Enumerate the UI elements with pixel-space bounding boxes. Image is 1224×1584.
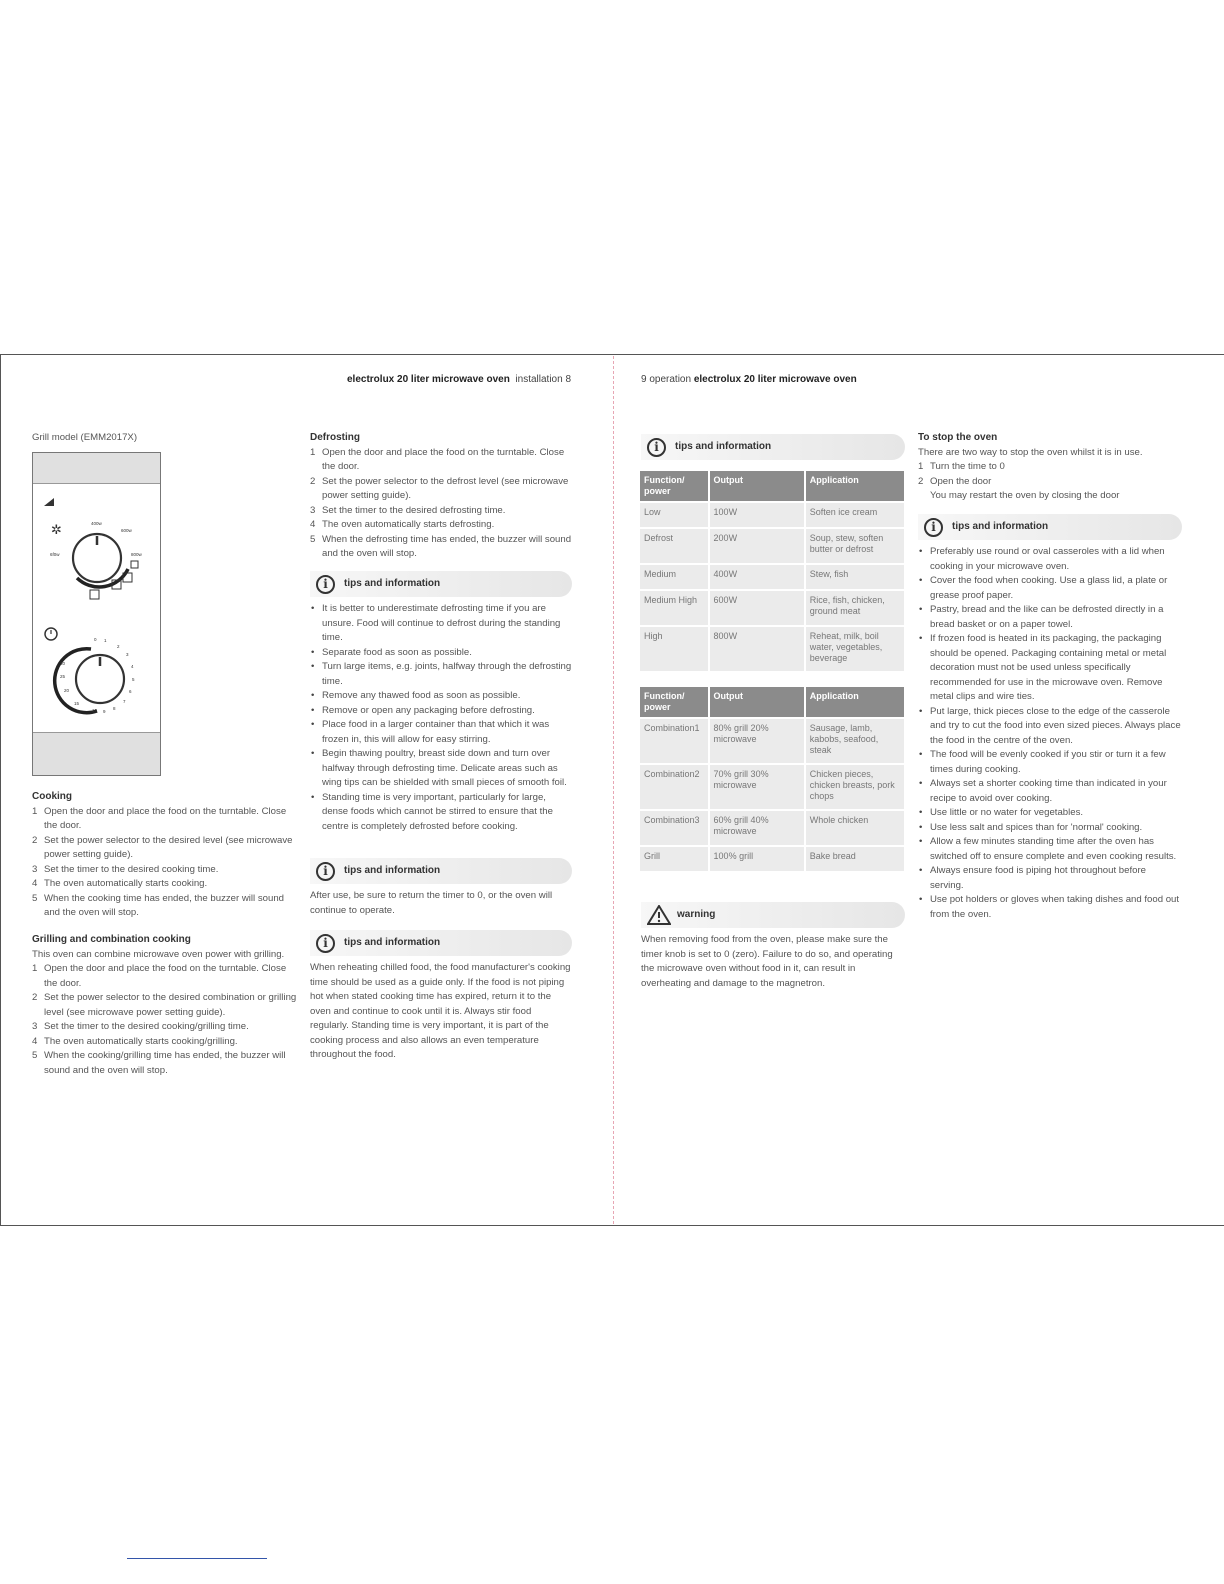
table-cell: 60% grill 40% microwave [710,811,804,845]
timer-label-6: 6 [129,689,132,694]
table-row [640,847,904,871]
tip-reheat-text: When reheating chilled food, the food manufacturer's cooking time should be used as a guide only. If the food is not piping hot when stated cooking time has expired, return it to the oven and continue to cook until it is. Always stir food regularly. Standing time is very important, it is part of the cooking process and also allows an even temperature throughout the food. [310,962,571,1060]
control-panel-illustration [32,452,161,776]
tips-label: tips and information [344,936,441,948]
table-row [640,719,904,763]
combi-icon-3 [131,561,138,568]
header-right [641,374,857,385]
list-item: • Use less salt and spices than for 'normal' cooking. [918,821,1182,836]
table-row [640,811,904,845]
header-right-brand: electrolux 20 liter microwave oven [693,374,857,385]
info-icon: i [316,862,335,881]
tips-label: tips and information [344,864,441,876]
header-left-brand: electrolux 20 liter microwave oven [347,374,510,385]
table-cell: High [640,627,708,671]
list-item: • Use little or no water for vegetables. [918,806,1182,821]
tips-bar [310,571,572,597]
table-cell: 600W [710,591,804,625]
tips-label: tips and information [675,440,772,452]
warning-label: warning [677,908,716,920]
power-level-icon [44,498,54,506]
list-item: 2 Set the power selector to the desired combination or grilling level (see microwave power setting guide). [32,992,297,1018]
tips-bar [641,434,905,460]
table-cell: Sausage, lamb, kabobs, seafood, steak [806,719,904,763]
warning-icon [647,905,671,925]
table-cell: Rice, fish, chicken, ground meat [806,591,904,625]
tips-label: tips and information [952,520,1049,532]
list-item: 1 Open the door and place the food on the turntable. Close the door. [32,805,287,831]
header-left-section: installation 8 [515,374,572,385]
grilling-steps [32,962,297,1078]
list-item: • Preferably use round or oval casseroles with a lid when cooking in your microwave oven. [918,545,1182,574]
table-cell: 200W [710,529,804,563]
table-cell: 400W [710,565,804,589]
defrosting-title: Defrosting [310,432,360,443]
column-header: Function/ power [640,687,708,717]
info-icon: i [924,518,943,537]
table-row [640,565,904,589]
warning-bar [641,902,905,928]
table-cell: Soften ice cream [806,503,904,527]
tips-defrost-list [310,602,572,834]
table-cell: 800W [710,627,804,671]
stop-steps [918,460,1182,489]
table-cell: Combination2 [640,765,708,809]
timer-label-25: 25 [60,674,66,679]
column-header: Function/ power [640,471,708,501]
timer-label-15: 15 [74,701,80,706]
list-item: • Place food in a larger container than that which it was frozen in, this will allow for easy stirring. [310,718,572,747]
list-item: 5 When the cooking time has ended, the buzzer will sound and the oven will stop. [32,892,284,918]
cooking-title: Cooking [32,791,72,802]
panel-top-band [33,453,160,484]
list-item: • Standing time is very important, particularly for large, dense foods which cannot be stirred to ensure that the centre is completely defrosted before cooking. [310,791,572,835]
list-item: 2 Set the power selector to the desired level (see microwave power setting guide). [32,834,293,860]
column-header: Output [710,687,804,717]
table-cell: Combination1 [640,719,708,763]
grill-model-caption [32,431,272,446]
info-icon: i [647,438,666,457]
table-cell: Grill [640,847,708,871]
list-item: • Remove or open any packaging before defrosting. [310,704,572,719]
list-item: 3 Set the timer to the desired defrosting time. [310,504,506,516]
table-cell: 80% grill 20% microwave [710,719,804,763]
table-cell: Chicken pieces, chicken breasts, pork chops [806,765,904,809]
timer-label-7: 7 [123,699,126,704]
header-right-section: 9 operation [641,374,692,385]
table-cell: Defrost [640,529,708,563]
timer-label-3: 3 [126,652,129,657]
table-cell: Soup, stew, soften butter or defrost [806,529,904,563]
warning-text: When removing food from the oven, please make sure the timer knob is set to 0 (zero). Failure to do so, and operating the microwave oven without food in it, can result in overheating and damage to the magnetron. [641,934,893,989]
list-item: • It is better to underestimate defrosting time if you are unsure. Food will continue to defrost during the standing time. [310,602,572,646]
list-item: • Separate food as soon as possible. [310,646,572,661]
combination-table [638,685,906,873]
tip-timer-text: After use, be sure to return the timer to 0, or the oven will continue to operate. [310,890,553,916]
grilling-title: Grilling and combination cooking [32,934,191,945]
table-header-row [640,471,904,501]
cooking-steps [32,805,297,921]
tips-defrost-section [310,571,572,834]
power-label-400: 400w [91,521,102,526]
list-item: • Turn large items, e.g. joints, halfway through the defrosting time. [310,660,572,689]
stop-note: You may restart the oven by closing the door [930,490,1120,501]
list-item: • Remove any thawed food as soon as possible. [310,689,572,704]
timer-label-20: 20 [64,688,70,693]
list-item: 5 When the defrosting time has ended, the buzzer will sound and the oven will stop. [310,533,572,559]
table-cell: Medium High [640,591,708,625]
table-row [640,765,904,809]
table-cell: Medium [640,565,708,589]
list-item: 2 Set the power selector to the defrost level (see microwave power setting guide). [310,475,569,501]
list-item: • Allow a few minutes standing time after the oven has switched off to ensure complete and even cooking results. [918,835,1182,864]
list-item: • The food will be evenly cooked if you stir or turn it a few times during cooking. [918,748,1182,777]
table-cell: Reheat, milk, boil water, vegetables, beverage [806,627,904,671]
table-cell: Stew, fish [806,565,904,589]
grilling-intro: This oven can combine microwave oven power with grilling. [32,948,285,960]
timer-label-0: 0 [94,637,97,642]
list-item: • Cover the food when cooking. Use a glass lid, a plate or grease proof paper. [918,574,1182,603]
table-cell: Whole chicken [806,811,904,845]
timer-label-8: 8 [113,706,116,711]
table-cell: Combination3 [640,811,708,845]
header-left [347,374,571,385]
timer-label-1: 1 [104,638,107,643]
column-header: Application [806,687,904,717]
power-table [638,469,906,673]
timer-label-2: 2 [117,644,120,649]
list-item: • Use pot holders or gloves when taking dishes and food out from the oven. [918,893,1182,922]
info-icon: i [316,575,335,594]
tips-table-header [641,434,905,460]
list-item: • If frozen food is heated in its packaging, the packaging should be opened. Packaging containing metal or metal decoration must not be used unless specifically recommended for use in the microwave oven. Remove metal clips and wire ties. [918,632,1182,705]
tips-general-section [918,514,1182,922]
stop-intro: There are two way to stop the oven whilst it is in use. [918,446,1143,458]
list-item: 4 The oven automatically starts cooking/grilling. [32,1035,238,1047]
power-label-6f0: 6f0w [50,552,60,557]
list-item: 4 The oven automatically starts cooking. [32,878,208,889]
tips-reheat-section [310,930,572,1063]
tips-timer-section [310,858,572,918]
cooking-section [32,790,297,921]
fold-line [613,356,614,1224]
list-item: • Pastry, bread and the like can be defrosted directly in a bread basket or on a paper towel. [918,603,1182,632]
control-panel-drawing [33,483,160,733]
list-item: • Always set a shorter cooking time than indicated in your recipe to avoid over cooking. [918,777,1182,806]
info-icon: i [316,934,335,953]
list-item: • Put large, thick pieces close to the edge of the casserole and try to cut the food into even sized pieces. Always place the food in the centre of the oven. [918,705,1182,749]
panel-bottom-band [33,732,160,775]
table-row [640,591,904,625]
list-item: 5 When the cooking/grilling time has ended, the buzzer will sound and the oven will stop. [32,1050,286,1076]
column-header: Output [710,471,804,501]
table-cell: Bake bread [806,847,904,871]
timer-label-9: 9 [103,709,106,714]
timer-label-5: 5 [132,677,135,682]
defrosting-section [310,431,572,562]
power-label-600: 600w [121,528,132,533]
stop-section [918,431,1182,504]
table-row [640,627,904,671]
timer-label-4: 4 [131,664,134,669]
defrost-icon: ✲ [51,523,62,538]
list-item: 1 Open the door and place the food on the turntable. Close the door. [310,446,565,472]
tips-bar [918,514,1182,540]
defrosting-steps [310,446,572,562]
list-item: 2 Open the door [918,475,992,487]
list-item: 3 Set the timer to the desired cooking time. [32,863,219,875]
table-cell: 70% grill 30% microwave [710,765,804,809]
tips-general-list [918,545,1182,922]
tips-label: tips and information [344,577,441,589]
grill-model-text: Grill model (EMM2017X) [32,432,138,443]
table-row [640,529,904,563]
column-header: Application [806,471,904,501]
list-item: 4 The oven automatically starts defrosting. [310,519,495,530]
list-item: • Always ensure food is piping hot throughout before serving. [918,864,1182,893]
table-row [640,503,904,527]
tips-bar [310,930,572,956]
grilling-section [32,933,297,1078]
grill-icon [90,590,99,599]
table-header-row [640,687,904,717]
list-item: 3 Set the timer to the desired cooking/grilling time. [32,1021,249,1032]
table-cell: 100% grill [710,847,804,871]
tips-bar [310,858,572,884]
list-item: 1 Turn the time to 0 [918,461,1005,472]
warning-section [641,902,905,991]
list-item: • Begin thawing poultry, breast side down and turn over halfway through defrosting time. Delicate areas such as wing tips can be shielded with small pieces of smooth foil. [310,747,572,791]
power-label-800: 800w [131,552,142,557]
stop-title: To stop the oven [918,432,998,443]
table-cell: Low [640,503,708,527]
footnote-rule [127,1558,267,1559]
timer-label-30: 30 [60,661,66,666]
timer-label-10: 10 [92,708,98,713]
table-cell: 100W [710,503,804,527]
list-item: 1 Open the door and place the food on the turntable. Close the door. [32,963,287,989]
